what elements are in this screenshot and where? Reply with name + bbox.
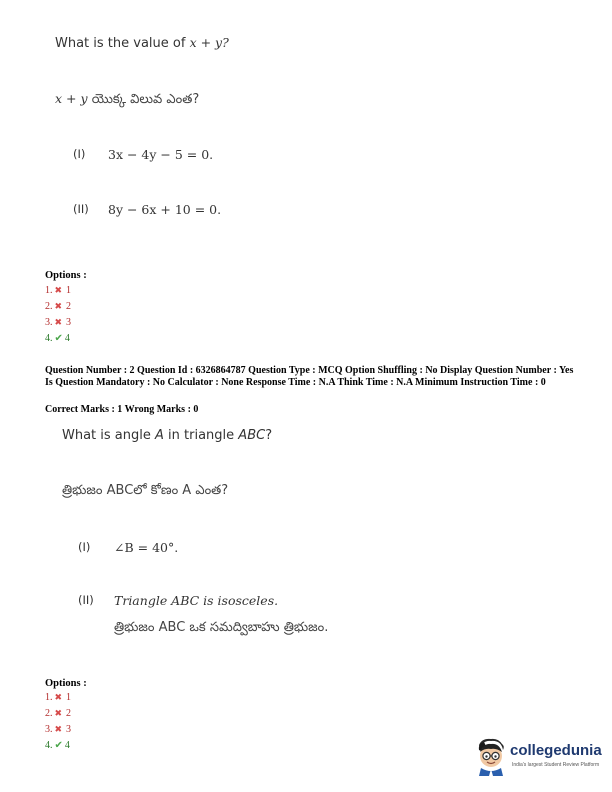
q2-statement-1: ∠B = 40°.	[114, 540, 179, 555]
q1-question-te-math: x + y	[55, 91, 88, 106]
wrong-icon: ✖	[54, 317, 63, 327]
wrong-icon: ✖	[54, 301, 63, 311]
q2-statement-2-num: (II)	[78, 593, 94, 607]
option-num: 2.	[45, 301, 53, 312]
logo-name: collegedunia	[510, 742, 602, 759]
collegedunia-logo[interactable]	[474, 736, 608, 780]
option-num: 4.	[45, 740, 53, 751]
option-num: 1.	[45, 285, 53, 296]
wrong-icon: ✖	[54, 285, 63, 295]
option-num: 3.	[45, 724, 53, 735]
q2-meta-info: Question Number : 2 Question Id : 6326864787 Question Type : MCQ Option Shuffling : No Display Question Number : Yes Is Question Mandatory : No Calculator : None Response Time : N.A Think Time : N.A Minimum Instruction Time : 0	[45, 365, 574, 388]
option-value: 4	[64, 333, 70, 344]
q1-statement-2: 8y − 6x + 10 = 0.	[108, 202, 222, 217]
q1-question-en-math: x + y?	[189, 35, 229, 50]
option-num: 1.	[45, 692, 53, 703]
q2-option-1[interactable]	[45, 692, 71, 708]
q1-question-en-text: What is the value of	[55, 36, 190, 51]
option-value: 4	[64, 740, 70, 751]
correct-check-icon: ✔	[54, 333, 63, 344]
option-value: 1	[66, 692, 72, 703]
q2-marks: Correct Marks : 1 Wrong Marks : 0	[45, 404, 199, 415]
q2-question-var-abc: ABC	[238, 428, 266, 443]
q2-statement-1-num: (I)	[78, 540, 91, 554]
option-value: 2	[66, 301, 72, 312]
q1-statement-2-num: (II)	[73, 202, 89, 216]
q1-options-list	[45, 285, 71, 349]
q1-question-en	[55, 35, 229, 51]
q1-statement-1: 3x − 4y − 5 = 0.	[108, 147, 214, 162]
q2-option-2[interactable]	[45, 708, 71, 724]
option-value: 3	[66, 317, 72, 328]
q1-option-1[interactable]	[45, 285, 71, 301]
q2-question-en-mid: in triangle	[163, 428, 239, 443]
wrong-icon: ✖	[54, 724, 63, 734]
q2-option-4[interactable]	[45, 740, 71, 756]
q2-question-en-text: What is angle	[62, 428, 156, 443]
option-value: 3	[66, 724, 72, 735]
wrong-icon: ✖	[54, 708, 63, 718]
wrong-icon: ✖	[54, 692, 63, 702]
q1-question-te	[55, 91, 199, 110]
option-num: 2.	[45, 708, 53, 719]
q1-option-2[interactable]	[45, 301, 71, 317]
q2-question-en	[62, 428, 272, 443]
q1-options-label: Options :	[45, 270, 87, 281]
q1-option-4[interactable]	[45, 333, 71, 349]
mascot-icon	[474, 738, 508, 776]
q2-question-en-end: ?	[265, 428, 273, 443]
q2-question-te: త్రిభుజం ABCలో కోణం A ఎంత?	[62, 483, 229, 498]
logo-tagline: India's largest Student Review Platform	[512, 762, 600, 768]
q1-statement-1-num: (I)	[73, 147, 86, 161]
correct-check-icon: ✔	[54, 740, 63, 751]
q2-question-var-a: A	[155, 428, 164, 443]
option-value: 1	[66, 285, 72, 296]
q2-options-list	[45, 692, 71, 756]
q1-question-te-text: యొక్క విలువ ఎంత?	[91, 92, 200, 107]
q2-options-label: Options :	[45, 678, 87, 689]
option-value: 2	[66, 708, 72, 719]
q1-option-3[interactable]	[45, 317, 71, 333]
option-num: 4.	[45, 333, 53, 344]
option-num: 3.	[45, 317, 53, 328]
q2-statement-2-te: త్రిభుజం ABC ఒక సమద్విబాహు త్రిభుజం.	[114, 620, 329, 635]
q2-statement-2: Triangle ABC is isosceles.	[114, 593, 279, 608]
q2-option-3[interactable]	[45, 724, 71, 740]
